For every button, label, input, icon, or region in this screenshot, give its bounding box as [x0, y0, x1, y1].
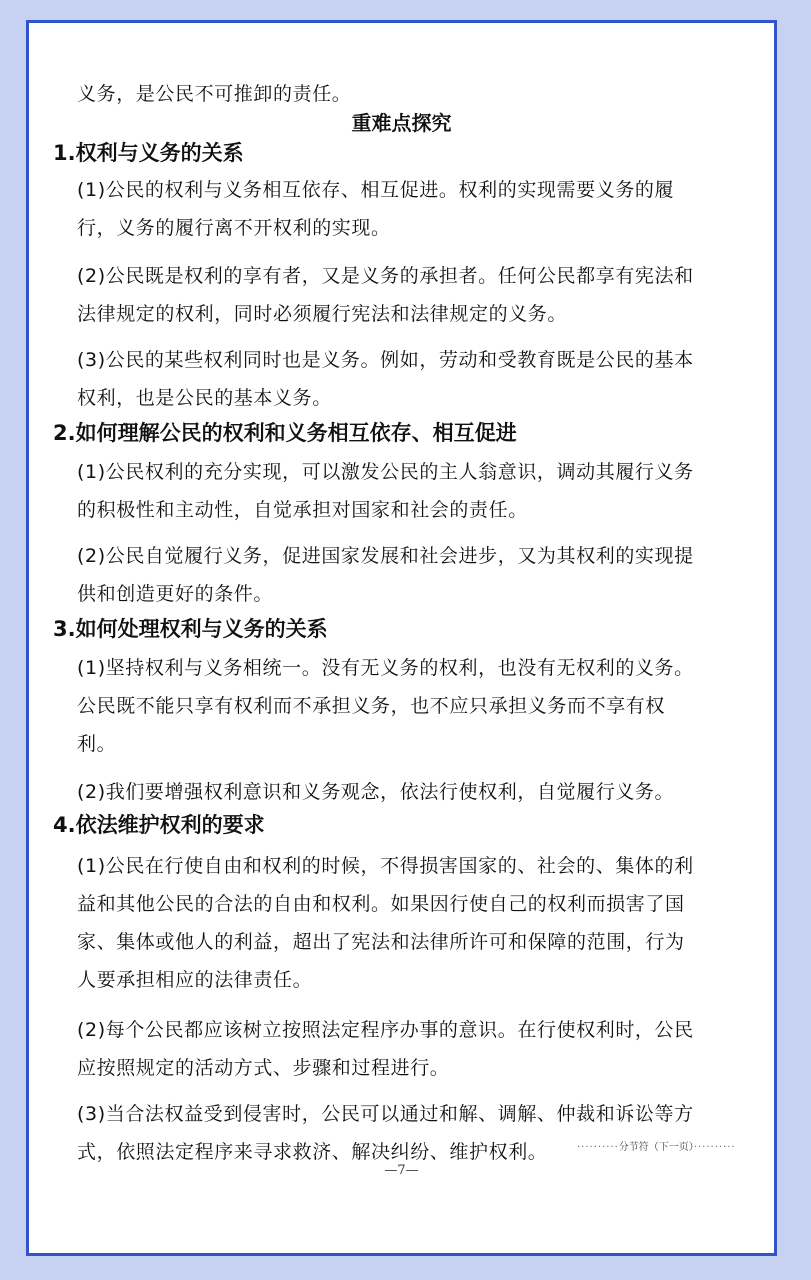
paragraph-line: (1)公民权利的充分实现，可以激发公民的主人翁意识，调动其履行义务	[77, 461, 694, 483]
section-break-marker	[577, 1138, 736, 1153]
paragraph-line: 公民既不能只享有权利而不承担义务，也不应只承担义务而不享有权	[77, 695, 666, 717]
paragraph-line: (2)公民自觉履行义务，促进国家发展和社会进步，又为其权利的实现提	[77, 545, 694, 567]
topic-2-heading: 2.如何理解公民的权利和义务相互依存、相互促进	[53, 421, 517, 445]
paragraph-line: (1)公民的权利与义务相互依存、相互促进。权利的实现需要义务的履	[77, 179, 675, 201]
paragraph-line: 利。	[77, 733, 117, 755]
paragraph-line: (2)我们要增强权利意识和义务观念，依法行使权利，自觉履行义务。	[77, 781, 675, 803]
paragraph-line: 行，义务的履行离不开权利的实现。	[77, 217, 391, 239]
section-title: 重难点探究	[351, 111, 452, 135]
section-break-label: 分节符（下一页）	[618, 1142, 694, 1153]
intro-line: 义务，是公民不可推卸的责任。	[77, 83, 352, 105]
paragraph-line: 应按照规定的活动方式、步骤和过程进行。	[77, 1057, 450, 1079]
paragraph-line: (1)坚持权利与义务相统一。没有无义务的权利，也没有无权利的义务。	[77, 657, 694, 679]
topic-3-heading: 3.如何处理权利与义务的关系	[53, 617, 328, 641]
dotted-line: ··········	[693, 1142, 736, 1153]
document-page	[26, 20, 777, 1256]
paragraph-line: 益和其他公民的合法的自由和权利。如果因行使自己的权利而损害了国	[77, 893, 685, 915]
page-number: —7—	[384, 1163, 419, 1178]
paragraph-line: 法律规定的权利，同时必须履行宪法和法律规定的义务。	[77, 303, 568, 325]
paragraph-line: (3)当合法权益受到侵害时，公民可以通过和解、调解、仲裁和诉讼等方	[77, 1103, 694, 1125]
paragraph-line: (3)公民的某些权利同时也是义务。例如，劳动和受教育既是公民的基本	[77, 349, 694, 371]
paragraph-line: 供和创造更好的条件。	[77, 583, 274, 605]
topic-4-heading: 4.依法维护权利的要求	[53, 813, 265, 837]
paragraph-line: 权利，也是公民的基本义务。	[77, 387, 332, 409]
topic-1-heading: 1.权利与义务的关系	[53, 141, 244, 165]
paragraph-line: (1)公民在行使自由和权利的时候，不得损害国家的、社会的、集体的利	[77, 855, 694, 877]
paragraph-line: 式，依照法定程序来寻求救济、解决纠纷、维护权利。	[77, 1141, 548, 1163]
paragraph-line: 家、集体或他人的利益，超出了宪法和法律所许可和保障的范围，行为	[77, 931, 685, 953]
paragraph-line: 人要承担相应的法律责任。	[77, 969, 313, 991]
paragraph-line: (2)公民既是权利的享有者，又是义务的承担者。任何公民都享有宪法和	[77, 265, 694, 287]
paragraph-line: (2)每个公民都应该树立按照法定程序办事的意识。在行使权利时，公民	[77, 1019, 694, 1041]
dotted-line: ··········	[577, 1142, 619, 1153]
paragraph-line: 的积极性和主动性，自觉承担对国家和社会的责任。	[77, 499, 528, 521]
